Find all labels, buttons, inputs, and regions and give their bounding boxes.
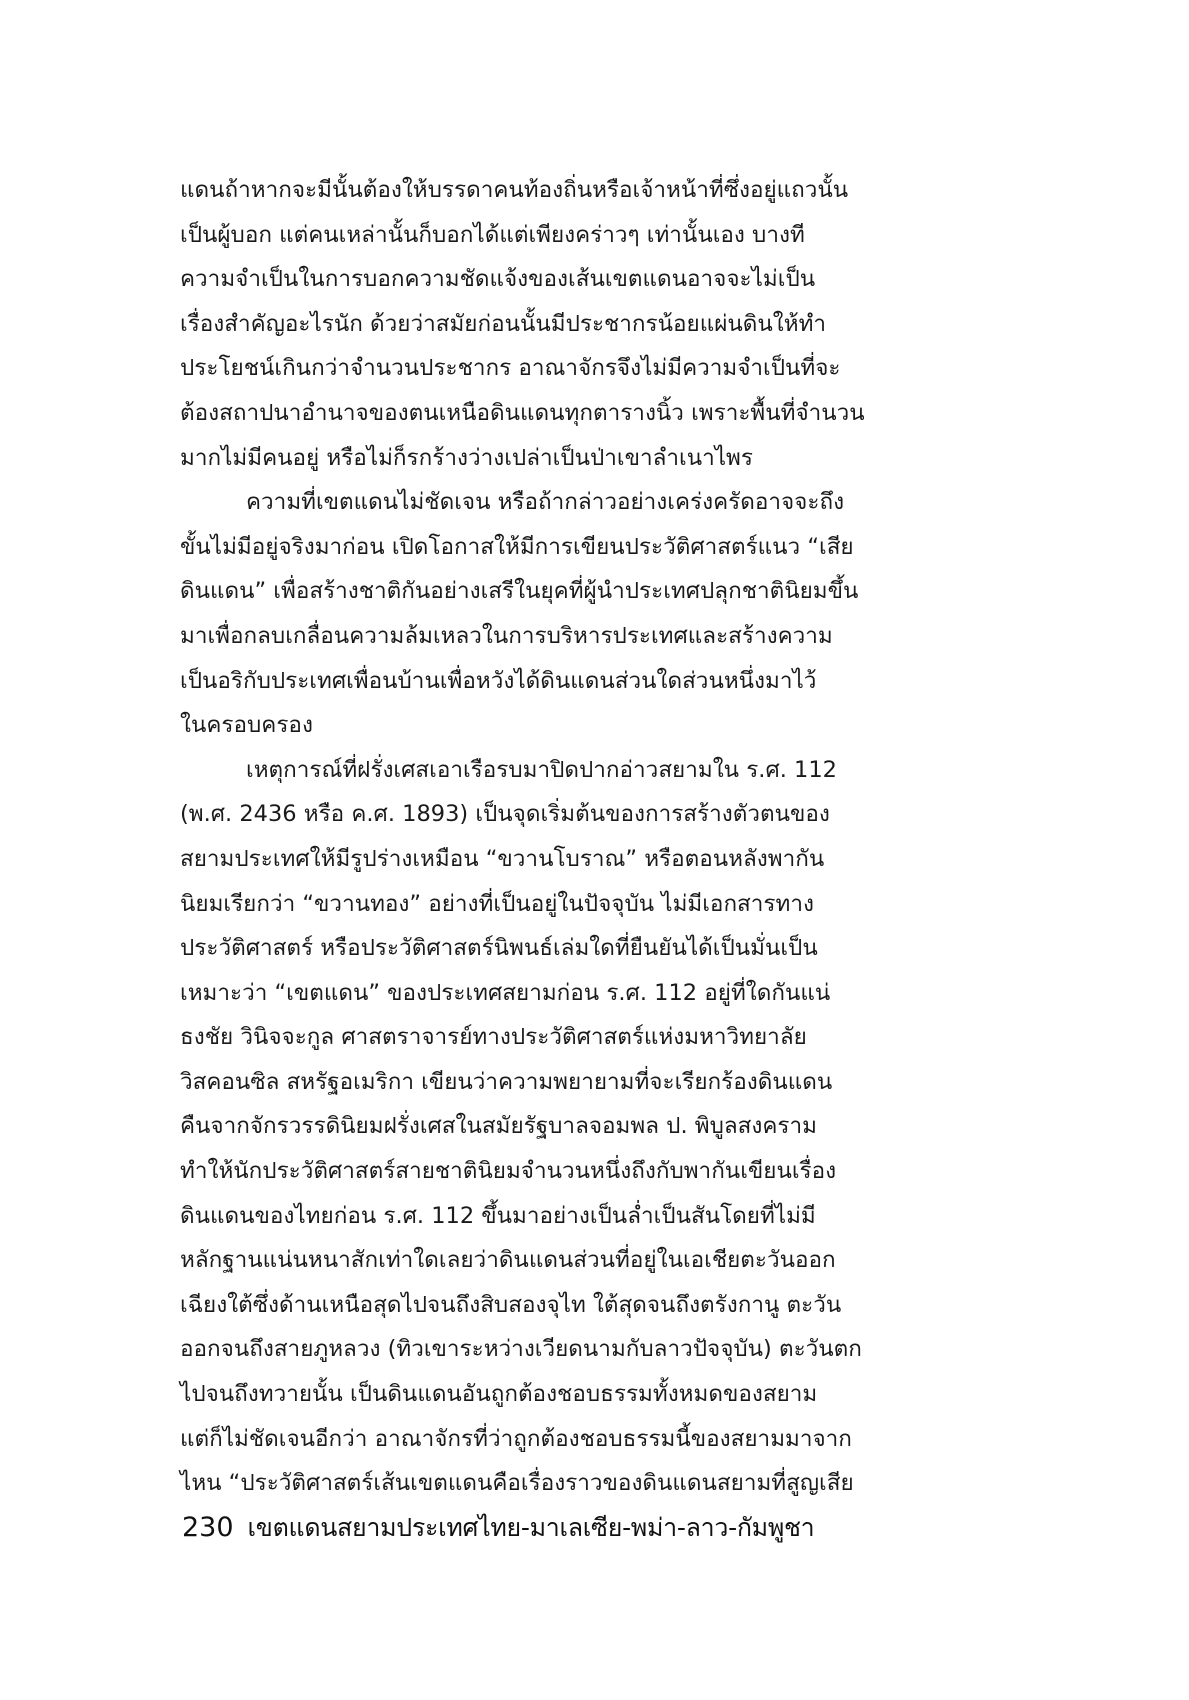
text-line: ประวัติศาสตร์ หรือประวัติศาสตร์นิพนธ์เล่มใดที่ยืนยันได้เป็นมั่นเป็น xyxy=(180,935,818,962)
text-line: ไหน “ประวัติศาสตร์เส้นเขตแดนคือเรื่องราวของดินแดนสยามที่สูญเสีย xyxy=(180,1470,854,1497)
text-line: ขั้นไม่มีอยู่จริงมาก่อน เปิดโอกาสให้มีการเขียนประวัติศาสตร์แนว “เสีย xyxy=(180,533,854,560)
text-line: ดินแดนของไทยก่อน ร.ศ. 112 ขึ้นมาอย่างเป็นล่ำเป็นสันโดยที่ไม่มี xyxy=(180,1202,816,1229)
text-line: ความจำเป็นในการบอกความชัดแจ้งของเส้นเขตแดนอาจจะไม่เป็น xyxy=(180,266,816,293)
text-line: แดนถ้าหากจะมีนั้นต้องให้บรรดาคนท้องถิ่นหรือเจ้าหน้าที่ซึ่งอยู่แถวนั้น xyxy=(180,177,849,203)
text-line: วิสคอนซิล สหรัฐอเมริกา เขียนว่าความพยายามที่จะเรียกร้องดินแดน xyxy=(180,1068,833,1095)
page-footer xyxy=(182,1510,814,1546)
text-line: แต่ก็ไม่ชัดเจนอีกว่า อาณาจักรที่ว่าถูกต้องชอบธรรมนี้ของสยามมาจาก xyxy=(180,1425,852,1452)
text-line: ธงชัย วินิจจะกูล ศาสตราจารย์ทางประวัติศาสตร์แห่งมหาวิทยาลัย xyxy=(180,1024,807,1051)
paragraph-first-line: ความที่เขตแดนไม่ชัดเจน หรือถ้ากล่าวอย่างเคร่งครัดอาจจะถึง xyxy=(246,489,845,516)
text-line: เป็นผู้บอก แต่คนเหล่านั้นก็บอกได้แต่เพียงคร่าวๆ เท่านั้นเอง บางที xyxy=(180,221,805,248)
text-line: มากไม่มีคนอยู่ หรือไม่ก็รกร้างว่างเปล่าเป็นป่าเขาลำเนาไพร xyxy=(180,444,753,471)
text-line: เรื่องสำคัญอะไรนัก ด้วยว่าสมัยก่อนนั้นมีประชากรน้อยแผ่นดินให้ทำ xyxy=(180,310,827,337)
text-line: หลักฐานแน่นหนาสักเท่าใดเลยว่าดินแดนส่วนที่อยู่ในเอเชียตะวันออก xyxy=(180,1247,836,1274)
text-line: คืนจากจักรวรรดินิยมฝรั่งเศสในสมัยรัฐบาลจอมพล ป. พิบูลสงคราม xyxy=(180,1113,817,1140)
text-line: เหมาะว่า “เขตแดน” ของประเทศสยามก่อน ร.ศ. 112 อยู่ที่ใดกันแน่ xyxy=(180,979,831,1006)
text-line: ทำให้นักประวัติศาสตร์สายชาตินิยมจำนวนหนึ่งถึงกับพากันเขียนเรื่อง xyxy=(180,1158,837,1185)
paragraph-first-line: เหตุการณ์ที่ฝรั่งเศสเอาเรือรบมาปิดปากอ่าวสยามใน ร.ศ. 112 xyxy=(246,756,837,783)
text-line: เป็นอริกับประเทศเพื่อนบ้านเพื่อหวังได้ดินแดนส่วนใดส่วนหนึ่งมาไว้ xyxy=(180,667,817,694)
text-line: เฉียงใต้ซึ่งด้านเหนือสุดไปจนถึงสิบสองจุไท ใต้สุดจนถึงตรังกานู ตะวัน xyxy=(180,1291,842,1318)
text-line: นิยมเรียกว่า “ขวานทอง” อย่างที่เป็นอยู่ในปัจจุบัน ไม่มีเอกสารทาง xyxy=(180,890,814,917)
text-line: ต้องสถาปนาอำนาจของตนเหนือดินแดนทุกตารางนิ้ว เพราะพื้นที่จำนวน xyxy=(180,399,865,426)
text-line: ดินแดน” เพื่อสร้างชาติกันอย่างเสรีในยุคที่ผู้นำประเทศปลุกชาตินิยมขึ้น xyxy=(180,578,859,605)
text-line: ออกจนถึงสายภูหลวง (ทิวเขาระหว่างเวียดนามกับลาวปัจจุบัน) ตะวันตก xyxy=(180,1336,862,1363)
running-title: เขตแดนสยามประเทศไทย-มาเลเซีย-พม่า-ลาว-กัมพูชา xyxy=(247,1513,815,1542)
text-line: ประโยชน์เกินกว่าจำนวนประชากร อาณาจักรจึงไม่มีความจำเป็นที่จะ xyxy=(180,355,841,382)
body-text xyxy=(180,168,964,1506)
text-line: มาเพื่อกลบเกลื่อนความล้มเหลวในการบริหารประเทศและสร้างความ xyxy=(180,622,833,649)
text-line: ในครอบครอง xyxy=(180,712,313,739)
text-line: สยามประเทศให้มีรูปร่างเหมือน “ขวานโบราณ” หรือตอนหลังพากัน xyxy=(180,845,825,872)
text-line: (พ.ศ. 2436 หรือ ค.ศ. 1893) เป็นจุดเริ่มต้นของการสร้างตัวตนของ xyxy=(180,801,830,828)
text-line: ไปจนถึงทวายนั้น เป็นดินแดนอันถูกต้องชอบธรรมทั้งหมดของสยาม xyxy=(180,1381,818,1408)
page-number: 230 xyxy=(182,1512,234,1543)
